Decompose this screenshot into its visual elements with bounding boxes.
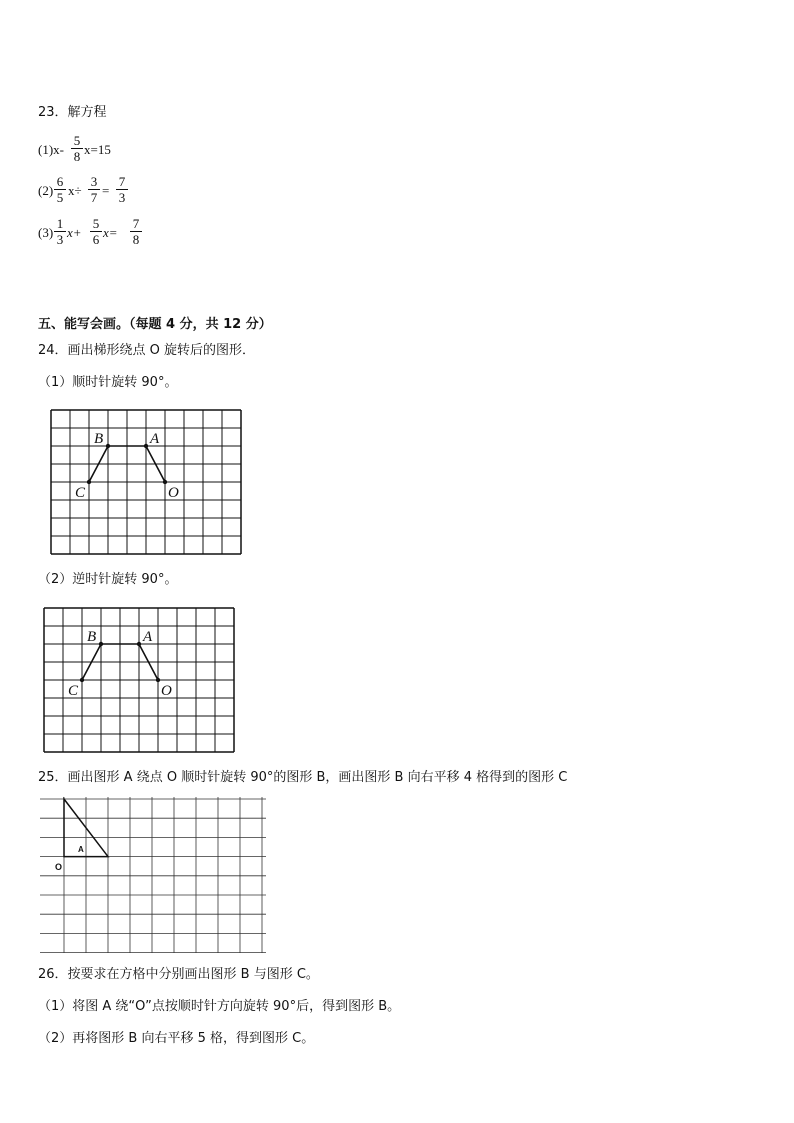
eq3-mid-2: x= bbox=[103, 225, 118, 240]
q24-title: 24．画出梯形绕点 O 旋转后的图形． bbox=[38, 343, 256, 358]
q23-equation-3 bbox=[38, 217, 158, 249]
eq2-fraction-1 bbox=[54, 175, 66, 204]
section-5-title: 五、能写会画。（每题 4 分，共 12 分） bbox=[38, 317, 272, 332]
frac-denominator: 3 bbox=[118, 190, 126, 205]
label-o: O bbox=[161, 683, 172, 699]
label-o: O bbox=[168, 485, 179, 501]
eq3-prefix: (3) bbox=[38, 225, 54, 240]
q23-equation-2 bbox=[38, 175, 158, 207]
shape-label-a: A bbox=[78, 845, 84, 854]
frac-numerator: 6 bbox=[56, 174, 64, 189]
eq2-mid-1: x÷ bbox=[68, 183, 82, 198]
point-label-o: O bbox=[55, 862, 63, 872]
frac-denominator: 7 bbox=[90, 190, 98, 205]
q23-equation-1 bbox=[38, 134, 158, 166]
grid-lines bbox=[40, 797, 266, 953]
q26-title: 26．按要求在方格中分别画出图形 B 与图形 C。 bbox=[38, 967, 319, 982]
frac-denominator: 6 bbox=[92, 232, 100, 247]
frac-numerator: 5 bbox=[92, 216, 100, 231]
eq2-mid-2: = bbox=[102, 183, 110, 198]
eq2-prefix: (2) bbox=[38, 183, 54, 198]
eq1-prefix: (1)x- bbox=[38, 142, 64, 157]
frac-numerator: 7 bbox=[132, 216, 140, 231]
label-c: C bbox=[75, 485, 86, 501]
point-c bbox=[87, 480, 91, 484]
q24-grid-1 bbox=[51, 410, 243, 554]
q24-part-1: （1）顺时针旋转 90°。 bbox=[38, 375, 178, 390]
point-a bbox=[144, 444, 148, 448]
q25-title: 25．画出图形 A 绕点 O 顺时针旋转 90°的图形 B，画出图形 B 向右平移 4 格得到的图形 C bbox=[38, 770, 568, 785]
label-c: C bbox=[68, 683, 79, 699]
label-b: B bbox=[87, 629, 97, 645]
q26-part-2: （2）再将图形 B 向右平移 5 格，得到图形 C。 bbox=[38, 1031, 315, 1046]
eq3-fraction-2 bbox=[90, 217, 102, 246]
eq2-fraction-2 bbox=[88, 175, 100, 204]
point-a bbox=[137, 642, 141, 646]
eq3-mid-1: x+ bbox=[67, 225, 82, 240]
frac-numerator: 5 bbox=[73, 133, 81, 148]
label-b: B bbox=[94, 431, 104, 447]
point-o bbox=[163, 480, 167, 484]
eq2-fraction-3 bbox=[116, 175, 128, 204]
frac-numerator: 1 bbox=[56, 216, 64, 231]
point-c bbox=[80, 678, 84, 682]
q24-grid-2 bbox=[44, 608, 236, 752]
frac-denominator: 3 bbox=[56, 232, 64, 247]
label-a: A bbox=[143, 629, 153, 645]
q26-part-1: （1）将图 A 绕“O”点按顺时针方向旋转 90°后，得到图形 B。 bbox=[38, 999, 401, 1014]
point-b bbox=[99, 642, 103, 646]
frac-numerator: 3 bbox=[90, 174, 98, 189]
grid-lines bbox=[44, 608, 234, 752]
frac-denominator: 8 bbox=[73, 149, 81, 164]
eq3-fraction-3 bbox=[130, 217, 142, 246]
frac-denominator: 5 bbox=[56, 190, 64, 205]
label-a: A bbox=[150, 431, 160, 447]
eq1-fraction bbox=[71, 134, 83, 163]
q25-grid bbox=[40, 797, 266, 953]
point-o bbox=[156, 678, 160, 682]
grid-lines bbox=[51, 410, 241, 554]
eq3-fraction-1 bbox=[54, 217, 66, 246]
q24-part-2: （2）逆时针旋转 90°。 bbox=[38, 572, 178, 587]
frac-denominator: 8 bbox=[132, 232, 140, 247]
eq1-suffix: x=15 bbox=[84, 142, 111, 157]
frac-numerator: 7 bbox=[118, 174, 126, 189]
point-b bbox=[106, 444, 110, 448]
q23-title: 23．解方程 bbox=[38, 105, 107, 120]
